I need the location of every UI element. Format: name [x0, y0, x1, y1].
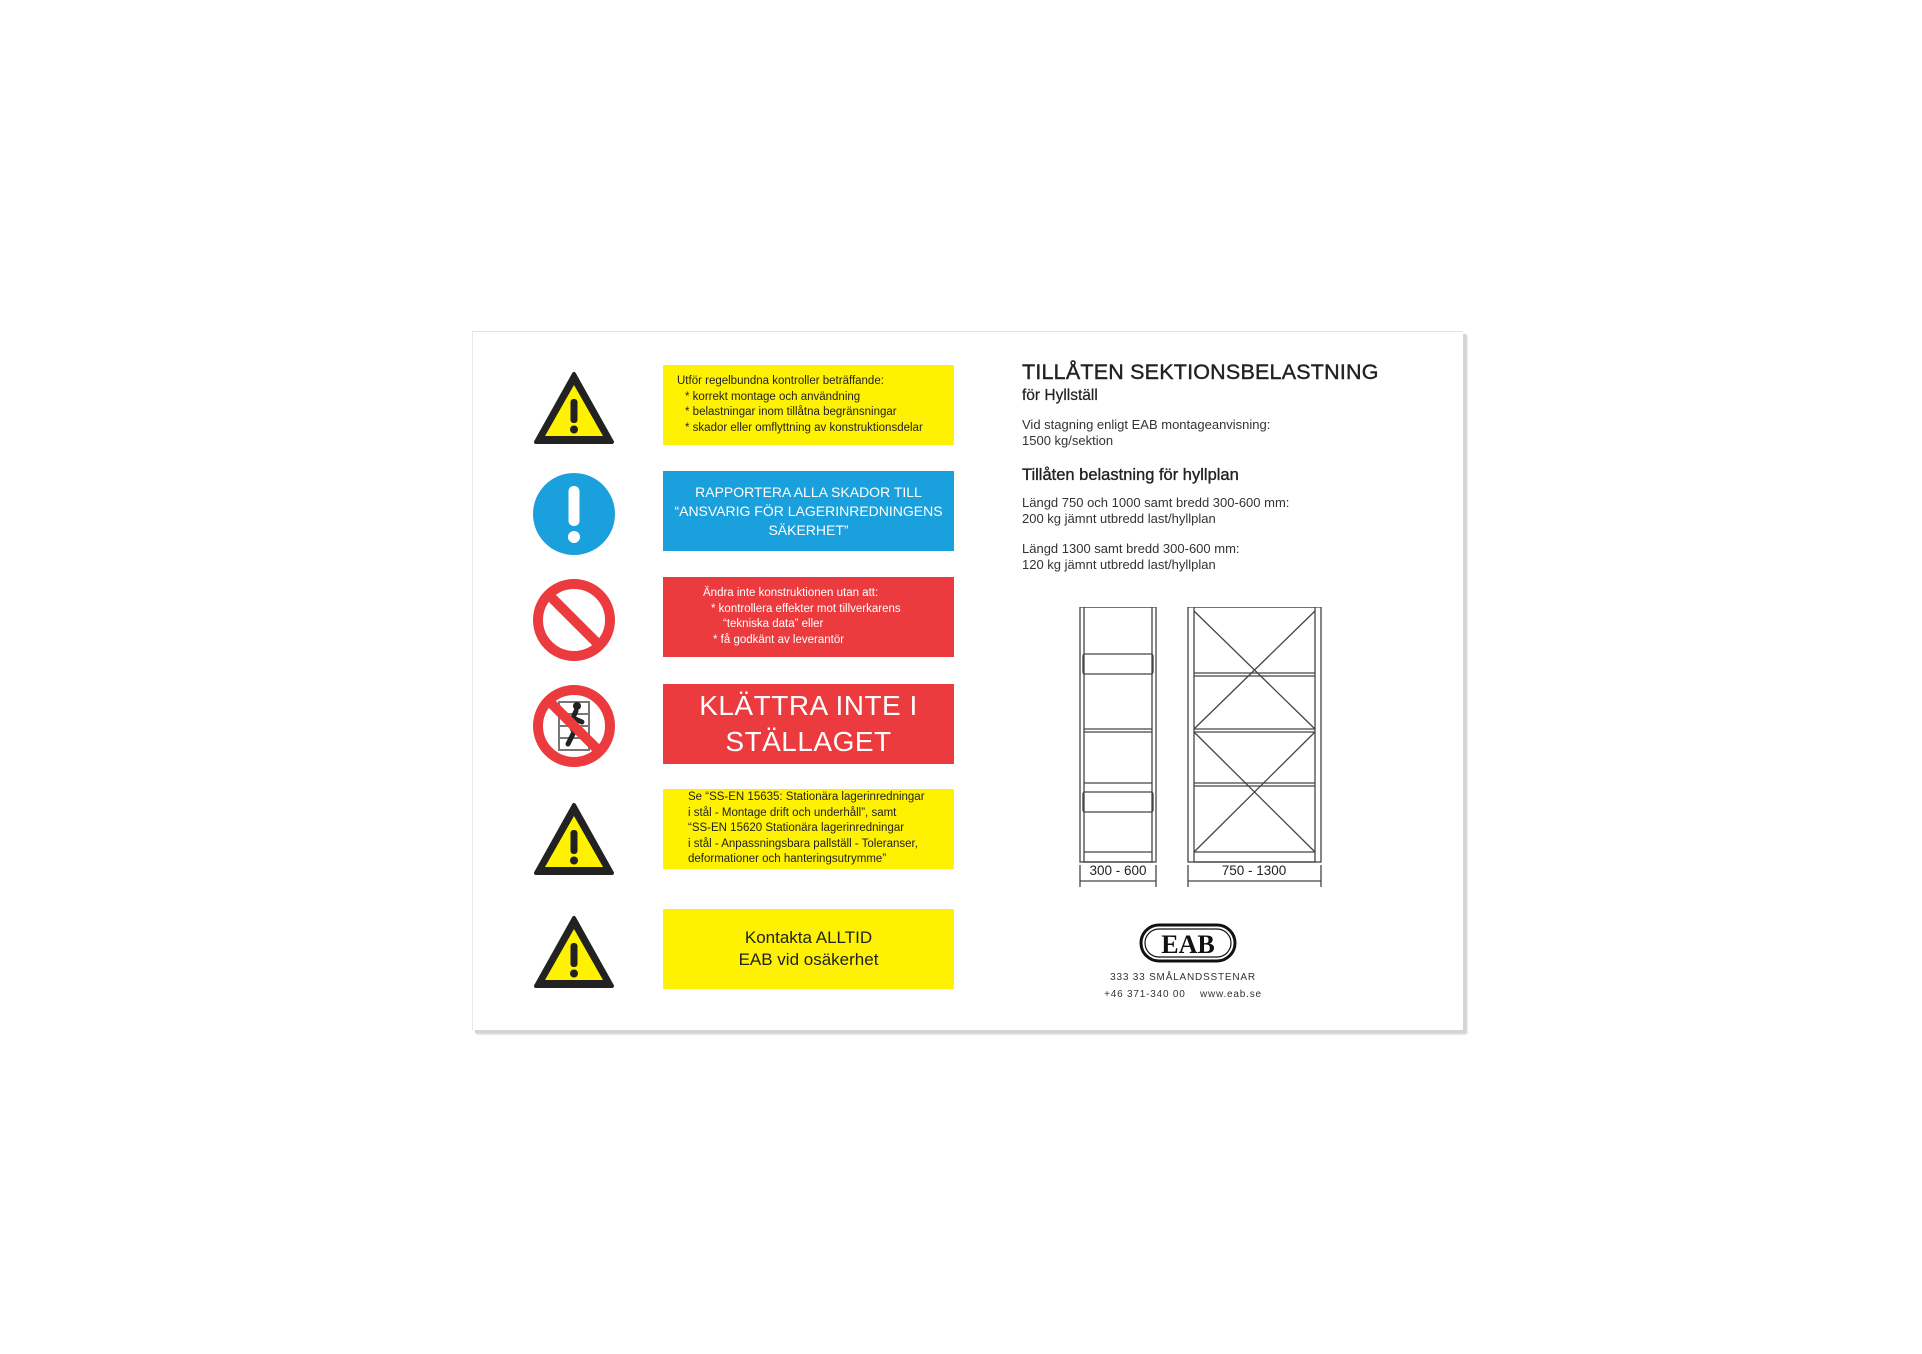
- sign-line: Se “SS-EN 15635: Stationära lagerinredningar: [688, 791, 925, 804]
- sign-line: * kontrollera effekter mot tillverkarens: [711, 602, 901, 615]
- sign-line: “tekniska data” eller: [723, 618, 824, 630]
- sign-line: EAB vid osäkerhet: [738, 950, 879, 969]
- sign-text-inspections: [663, 365, 954, 445]
- no-climbing-icon: [532, 684, 616, 768]
- shelving-diagram: [1078, 607, 1338, 887]
- shelf-case-line: Längd 1300 samt bredd 300-600 mm:: [1022, 541, 1240, 556]
- shelf-case-2: [1022, 541, 1442, 572]
- sign-text-no-modification: [663, 577, 954, 657]
- sign-text-contact: [663, 909, 954, 989]
- sign-line: SÄKERHET”: [768, 521, 849, 538]
- sign-line: * belastningar inom tillåtna begränsningar: [685, 406, 897, 418]
- sign-line: i stål - Anpassningsbara pallställ - Toleranser,: [688, 837, 918, 850]
- sign-text-standards: [663, 789, 954, 869]
- sign-line: Ändra inte konstruktionen utan att:: [703, 587, 879, 599]
- warning-triangle-icon: [532, 799, 616, 883]
- shelf-case-line: 120 kg jämnt utbredd last/hyllplan: [1022, 556, 1216, 572]
- load-subtitle: för Hyllställ: [1022, 387, 1098, 404]
- sign-line: RAPPORTERA ALLA SKADOR TILL: [695, 483, 922, 500]
- sign-line: i stål - Montage drift och underhåll”, samt: [688, 806, 897, 819]
- shelf-load-heading: Tillåten belastning för hyllplan: [1022, 466, 1239, 484]
- load-title: TILLÅTEN SEKTIONSBELASTNING: [1022, 360, 1379, 384]
- eab-logo: [1133, 922, 1243, 969]
- sign-line: STÄLLAGET: [725, 726, 892, 757]
- sign-line: * få godkänt av leverantör: [713, 633, 845, 646]
- sign-line: KLÄTTRA INTE I: [699, 690, 918, 721]
- safety-sign-sheet: [472, 331, 1463, 1030]
- sign-line: * skador eller omflyttning av konstruktionsdelar: [685, 421, 923, 434]
- company-contact: [1033, 969, 1333, 1003]
- sign-line: “ANSVARIG FÖR LAGERINREDNINGENS: [674, 502, 943, 519]
- sign-line: * korrekt montage och användning: [685, 390, 861, 403]
- length-dimension-label: 750 - 1300: [1221, 863, 1287, 878]
- mandatory-exclamation-icon: [532, 472, 616, 556]
- warning-triangle-icon: [532, 912, 616, 996]
- load-info: [1022, 360, 1442, 572]
- sign-text-no-climbing: [663, 684, 954, 764]
- sign-line: Utför regelbundna kontroller beträffande:: [677, 375, 884, 387]
- shelf-case-line: 200 kg jämnt utbredd last/hyllplan: [1022, 510, 1216, 526]
- width-dimension-label: 300 - 600: [1089, 863, 1147, 878]
- section-load-text: [1022, 417, 1442, 448]
- sign-text-report-damage: [663, 471, 954, 551]
- sign-line: “SS-EN 15620 Stationära lagerinredningar: [688, 822, 905, 835]
- sign-line: Kontakta ALLTID: [744, 928, 873, 947]
- sign-line: deformationer och hanteringsutrymme”: [688, 853, 887, 866]
- company-website: www.eab.se: [1199, 989, 1262, 1000]
- company-phone: +46 371-340 00: [1104, 989, 1186, 1000]
- section-load-line: Vid stagning enligt EAB montageanvisning:: [1022, 417, 1271, 432]
- shelf-case-1: [1022, 495, 1442, 526]
- section-load-line: 1500 kg/sektion: [1022, 432, 1114, 448]
- company-phone-web: [1033, 986, 1333, 1003]
- prohibition-icon: [532, 578, 616, 662]
- warning-triangle-icon: [532, 368, 616, 452]
- shelf-case-line: Längd 750 och 1000 samt bredd 300-600 mm:: [1022, 495, 1290, 510]
- logo-text: EAB: [1161, 930, 1215, 959]
- company-address: 333 33 SMÅLANDSSTENAR: [1110, 972, 1256, 983]
